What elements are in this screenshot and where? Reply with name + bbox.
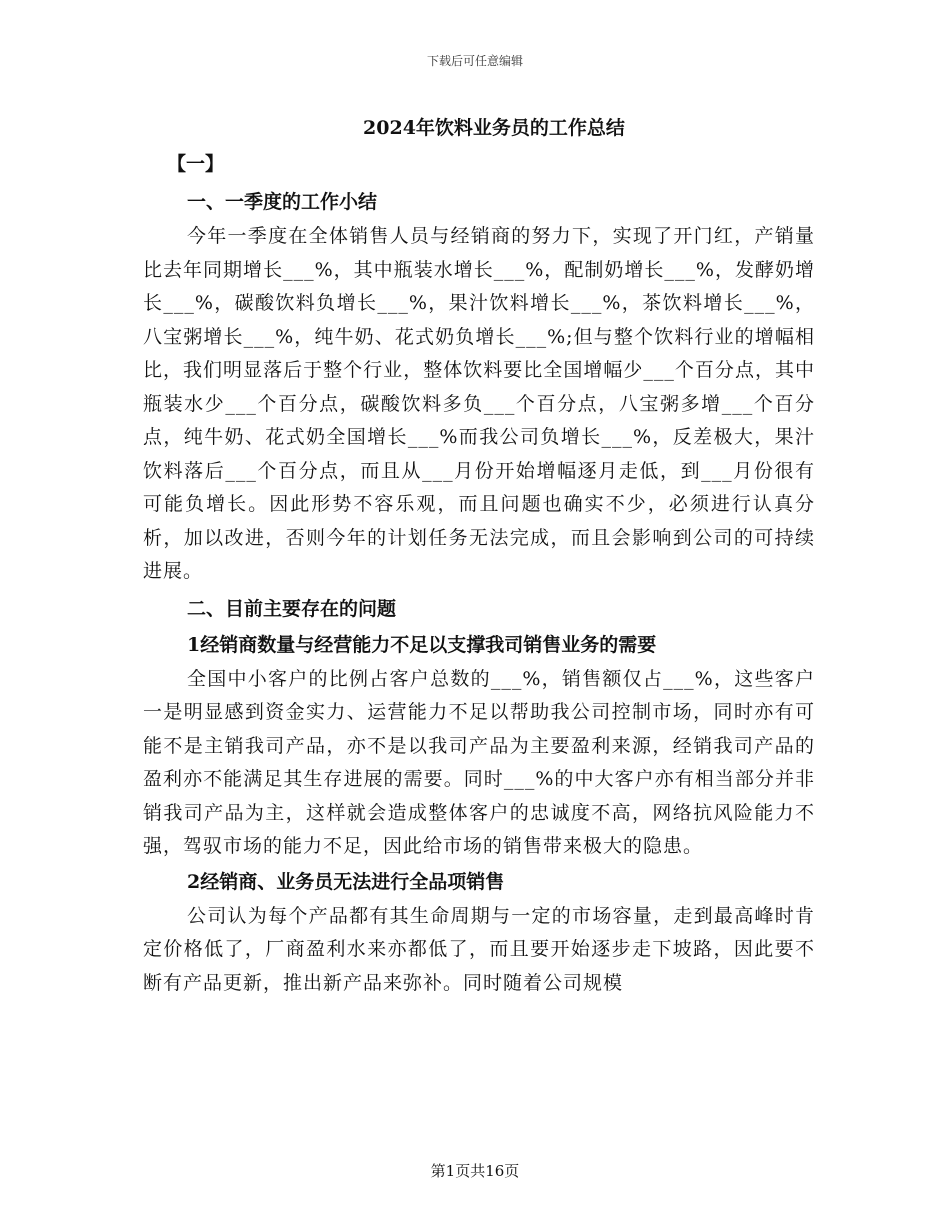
section-heading: 二、目前主要存在的问题 [187,597,397,620]
page-header-note: 下载后可任意编辑 [426,54,523,68]
section-2 [143,591,815,1001]
paragraph: 今年一季度在全体销售人员与经销商的努力下，实现了开门红，产销量比去年同期增长___%，其中瓶装水增长___%，配制奶增长___%，发酵奶增长___%，碳酸饮料负增长___%，果汁饮料增长___%，茶饮料增长___%，八宝粥增长___%，纯牛奶、花式奶负增长___%;但与整个饮料行业的增幅相比，我们明显落后于整个行业，整体饮料要比全国增幅少___个百分点，其中瓶装水少___个百分点，碳酸饮料多负___个百分点，八宝粥多增___个百分点，纯牛奶、花式奶全国增长___%而我公司负增长___%，反差极大，果汁饮料落后___个百分点，而且从___月份开始增幅逐月走低，到___月份很有可能负增长。因此形势不容乐观，而且问题也确实不少，必须进行认真分析，加以改进，否则今年的计划任务无法完成，而且会影响到公司的可持续进展。 [143,225,815,582]
paragraph: 全国中小客户的比例占客户总数的___%，销售额仅占___%，这些客户一是明显感到资金实力、运营能力不足以帮助我公司控制市场，同时亦有可能不是主销我司产品，亦不是以我司产品为主要盈利来源，经销我司产品的盈利亦不能满足其生存进展的需要。同时___%的中大客户亦有相当部分并非销我司产品为主，这样就会造成整体客户的忠诚度不高，网络抗风险能力不强，驾驭市场的能力不足，因此给市场的销售带来极大的隐患。 [143,667,815,857]
page-number: 第1页共16页 [430,1162,520,1180]
document-body [143,110,815,1002]
subsection-heading: 1经销商数量与经营能力不足以支撑我司销售业务的需要 [187,633,657,656]
subsection-2 [143,864,815,1001]
document-title: 2024年饮料业务员的工作总结 [363,117,625,139]
subsection-heading: 2经销商、业务员无法进行全品项销售 [187,870,505,893]
section-heading: 一、一季度的工作小结 [187,191,378,213]
subsection-1 [143,627,815,864]
section-1 [143,184,815,589]
paragraph: 公司认为每个产品都有其生命周期与一定的市场容量，走到最高峰时肯定价格低了，厂商盈利水来亦都低了，而且要开始逐步走下坡路，因此要不断有产品更新，推出新产品来弥补。同时随着公司规模 [143,904,815,994]
part-marker: 【一】 [167,153,225,175]
